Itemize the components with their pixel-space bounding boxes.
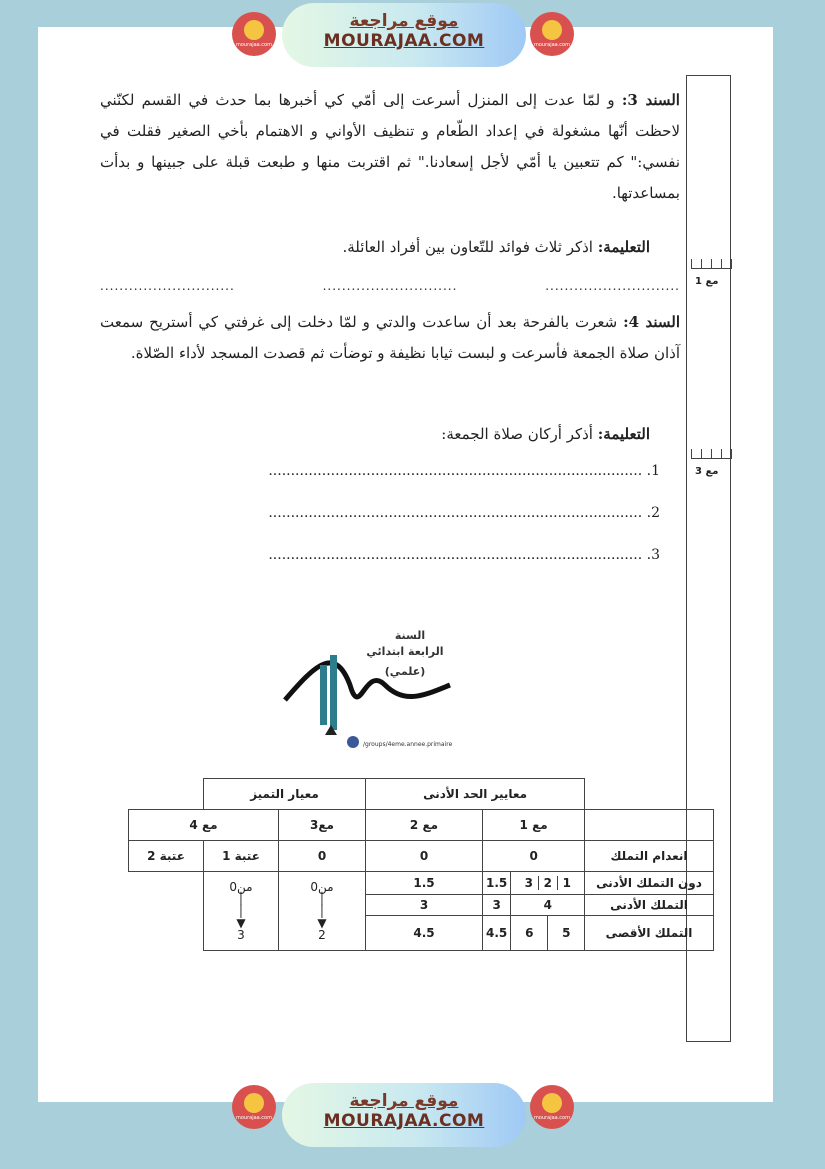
site-badge-right-bottom: mourajaa.com xyxy=(530,1085,574,1129)
answer-line-3[interactable]: ............................ xyxy=(100,279,235,293)
sanad-4-text: شعرت بالفرحة بعد أن ساعدت والدتي و لمّا دخلت إلى غرفتي كي أستريح سمعت آذان صلاة الجمعة فأسرعت و لبست ثيابا نظيفة و توضأت ثم قصدت المسجد لأداء الصّلاة. xyxy=(100,313,680,362)
criterion-1-label: مع 1 xyxy=(695,276,719,287)
task-2-label: التعليمة: xyxy=(597,425,650,443)
header-excellence: معيار التميز xyxy=(204,779,366,810)
exercise-content xyxy=(100,85,680,576)
grading-table: معايير الحد الأدنى معيار التميز مع 1 مع 2 مع3 مع 4 انعدام التملك 0 0 0 عتبة 1 عتبة 2 دون التملك الأدنى 123 1.5 1.5 من0 │ │ ▼ 2 من0 │ │ ▼ 3 التملك الأدنى 4 3 3 التملك الأقصى 56 4.5 4.5 xyxy=(128,778,714,951)
threshold-1: عتبة 1 xyxy=(204,841,279,872)
logo-line-3: (علمي) xyxy=(384,665,426,678)
col-c4: مع 4 xyxy=(129,810,279,841)
site-badge-right-top: mourajaa.com xyxy=(530,12,574,56)
sanad-3-text: و لمّا عدت إلى المنزل أسرعت إلى أمّي كي أخبرها بما حدث في القسم لكنّني لاحظت أنّها مشغولة في إعداد الطّعام و تنظيف الأواني و الاهتمام بأخي الصغير فقلت في نفسي:" كم تتعبين يا أمّي لأجل إسعادنا." ثم اقتربت منها و طبعت قبلة على جبينها و بدأت بمساعدتها. xyxy=(100,91,680,202)
task-1-label: التعليمة: xyxy=(597,238,650,256)
banner-english: MOURAJAA.COM xyxy=(323,31,485,51)
answer-line-2[interactable]: ............................ xyxy=(322,279,458,293)
task-1-answer-lines[interactable] xyxy=(100,271,680,307)
site-banner-bottom[interactable] xyxy=(282,1083,526,1147)
logo-line-1: السنة xyxy=(394,629,426,642)
site-banner-top[interactable] xyxy=(282,3,526,67)
sanad-3 xyxy=(100,85,680,232)
banner-arabic: موقع مراجعة xyxy=(349,1091,459,1111)
facebook-icon xyxy=(347,736,359,748)
threshold-2: عتبة 2 xyxy=(129,841,204,872)
score-boxes-3 xyxy=(691,449,732,459)
site-badge-left-top: mourajaa.com xyxy=(232,12,276,56)
answer-row-2[interactable]: 2. .................................................................................... xyxy=(268,505,660,521)
row-below-min: دون التملك الأدنى xyxy=(585,872,714,895)
criterion-3-label: مع 3 xyxy=(695,466,719,477)
sanad-4 xyxy=(100,307,680,419)
threshold-2-range: من0 │ │ ▼ 3 xyxy=(204,872,279,951)
answer-row-3[interactable]: 3. .................................................................................... xyxy=(268,547,660,563)
sanad-4-label: السند 4: xyxy=(623,313,680,331)
col-c3: مع3 xyxy=(279,810,366,841)
answer-row-1[interactable]: 1. .................................................................................... xyxy=(268,463,660,479)
task-2-text: أذكر أركان صلاة الجمعة: xyxy=(441,425,593,443)
score-boxes-1 xyxy=(691,259,732,269)
header-min-criteria: معايير الحد الأدنى xyxy=(366,779,585,810)
answer-line-1[interactable]: ............................ xyxy=(545,279,680,293)
sanad-3-label: السند 3: xyxy=(621,91,680,109)
logo-line-2: الرابعة ابتدائي xyxy=(366,645,444,658)
row-none: انعدام التملك xyxy=(585,841,714,872)
task-1-text: اذكر ثلاث فوائد للتّعاون بين أفراد العائلة. xyxy=(342,238,593,256)
col-c1: مع 1 xyxy=(483,810,585,841)
task-2-answers xyxy=(100,450,680,576)
banner-english: MOURAJAA.COM xyxy=(323,1111,485,1131)
col-c2: مع 2 xyxy=(366,810,483,841)
task-2 xyxy=(100,419,650,450)
school-logo xyxy=(275,625,465,755)
task-1 xyxy=(100,232,650,263)
threshold-1-range: من0 │ │ ▼ 2 xyxy=(279,872,366,951)
row-max: التملك الأقصى xyxy=(585,916,714,951)
site-badge-left-bottom: mourajaa.com xyxy=(232,1085,276,1129)
logo-url: /groups/4eme.annee.primaire xyxy=(363,741,453,748)
row-min: التملك الأدنى xyxy=(585,895,714,916)
banner-arabic: موقع مراجعة xyxy=(349,11,459,31)
